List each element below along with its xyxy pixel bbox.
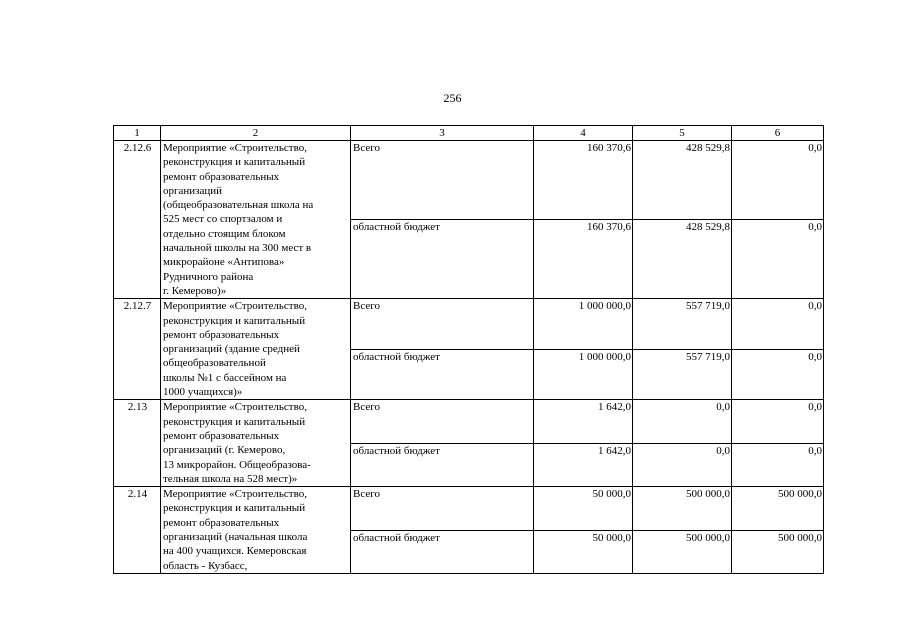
description-line: область - Кузбасс,	[163, 559, 248, 572]
table-body	[114, 126, 824, 574]
amount-col6: 0,0	[732, 220, 824, 299]
funding-source: областной бюджет	[351, 220, 534, 299]
item-number: 2.14	[114, 487, 161, 574]
description-line: школы №1 с бассейном на	[163, 371, 287, 384]
amount-col4: 160 370,6	[534, 141, 633, 220]
item-description	[161, 400, 351, 487]
amount-col6: 0,0	[732, 443, 824, 486]
column-number: 5	[633, 126, 732, 141]
column-number: 6	[732, 126, 824, 141]
column-number: 3	[351, 126, 534, 141]
amount-col6: 500 000,0	[732, 487, 824, 530]
description-line: Мероприятие «Строительство,	[163, 401, 307, 414]
amount-col6: 500 000,0	[732, 530, 824, 573]
amount-col4: 50 000,0	[534, 487, 633, 530]
description-line: общеобразовательной	[163, 357, 266, 370]
funding-source: областной бюджет	[351, 530, 534, 573]
description-line: Мероприятие «Строительство,	[163, 142, 307, 154]
column-number: 2	[161, 126, 351, 141]
amount-col4: 1 642,0	[534, 443, 633, 486]
item-number: 2.13	[114, 400, 161, 487]
description-line: г. Кемерово)»	[163, 284, 227, 297]
description-line: начальной школы на 300 мест в	[163, 242, 312, 255]
amount-col6: 0,0	[732, 349, 824, 400]
description-line: ремонт образовательных	[163, 429, 280, 442]
amount-col5: 0,0	[633, 443, 732, 486]
amount-col4: 1 000 000,0	[534, 299, 633, 350]
column-number: 1	[114, 126, 161, 141]
amount-col5: 0,0	[633, 400, 732, 443]
funding-source: Всего	[351, 400, 534, 443]
description-line: отдельно стоящим блоком	[163, 227, 286, 240]
description-line: ремонт образовательных	[163, 170, 280, 183]
amount-col6: 0,0	[732, 400, 824, 443]
funding-source: Всего	[351, 487, 534, 530]
item-description	[161, 141, 351, 299]
item-row	[114, 400, 824, 443]
description-line: Рудничного района	[163, 270, 254, 283]
amount-col4: 160 370,6	[534, 220, 633, 299]
amount-col6: 0,0	[732, 299, 824, 350]
description-line: 1000 учащихся)»	[163, 386, 243, 399]
description-line: ремонт образовательных	[163, 328, 280, 341]
amount-col5: 428 529,8	[633, 220, 732, 299]
funding-source: Всего	[351, 141, 534, 220]
description-line: организаций (здание средней	[163, 343, 300, 356]
item-number: 2.12.7	[114, 299, 161, 400]
column-number: 4	[534, 126, 633, 141]
description-line: Мероприятие «Строительство,	[163, 300, 307, 313]
description-line: на 400 учащихся. Кемеровская	[163, 545, 307, 558]
column-number-row	[114, 126, 824, 141]
amount-col4: 1 000 000,0	[534, 349, 633, 400]
description-line: реконструкция и капитальный	[163, 502, 306, 515]
amount-col5: 557 719,0	[633, 349, 732, 400]
amount-col5: 500 000,0	[633, 530, 732, 573]
description-line: Мероприятие «Строительство,	[163, 488, 307, 501]
funding-source: областной бюджет	[351, 349, 534, 400]
description-line: 525 мест со спортзалом и	[163, 213, 283, 226]
amount-col4: 50 000,0	[534, 530, 633, 573]
description-line: (общеобразовательная школа на	[163, 199, 314, 212]
budget-table	[113, 125, 824, 574]
description-line: организаций (г. Кемерово,	[163, 444, 286, 457]
item-number: 2.12.6	[114, 141, 161, 299]
description-line: организаций	[163, 184, 223, 197]
funding-source: Всего	[351, 299, 534, 350]
description-line: реконструкция и капитальный	[163, 415, 306, 428]
item-description	[161, 299, 351, 400]
description-line: реконструкция и капитальный	[163, 156, 306, 169]
description-line: организаций (начальная школа	[163, 531, 308, 544]
page-number: 256	[443, 91, 462, 105]
description-line: 13 микрорайон. Общеобразова-	[163, 458, 311, 471]
description-line: ремонт образовательных	[163, 516, 280, 529]
item-row	[114, 487, 824, 530]
description-line: микрорайоне «Антипова»	[163, 256, 285, 269]
description-line: тельная школа на 528 мест)»	[163, 472, 298, 485]
amount-col6: 0,0	[732, 141, 824, 220]
funding-source: областной бюджет	[351, 443, 534, 486]
amount-col5: 428 529,8	[633, 141, 732, 220]
item-row	[114, 141, 824, 220]
item-row	[114, 299, 824, 350]
item-description	[161, 487, 351, 574]
amount-col4: 1 642,0	[534, 400, 633, 443]
amount-col5: 500 000,0	[633, 487, 732, 530]
description-line: реконструкция и капитальный	[163, 314, 306, 327]
amount-col5: 557 719,0	[633, 299, 732, 350]
